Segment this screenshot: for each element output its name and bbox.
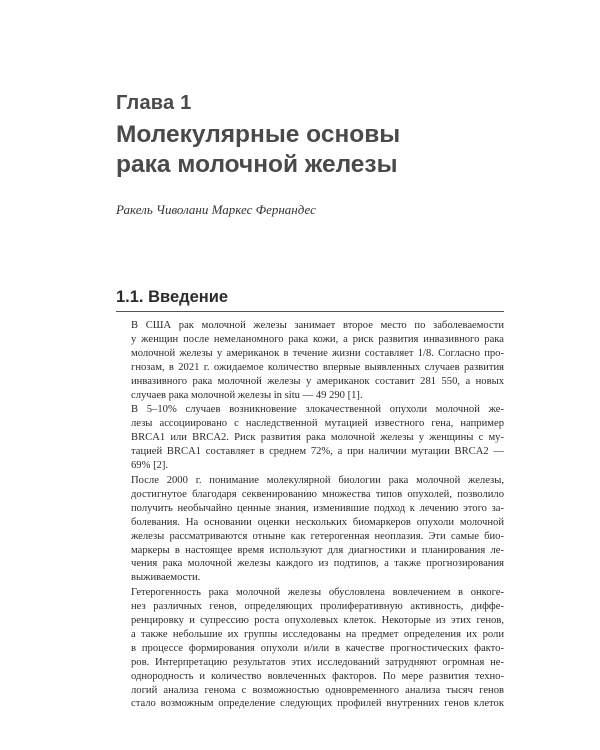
text-line: у женщин после немеланомного рака кожи, а риск развития инвазивного рака: [131, 333, 504, 345]
chapter-title-line: рака молочной железы: [116, 151, 398, 178]
paragraph: [116, 474, 504, 585]
text-line: тацией BRCA1 составляет в среднем 72%, а при наличии мутации BRCA2 —: [131, 446, 504, 458]
text-line: молочной железы у американок в течение жизни составляет 1/8. Согласно про-: [131, 347, 504, 359]
body-text: [116, 319, 504, 712]
text-line: маркеры в настоящее время используют для диагностики и планирования ле-: [131, 544, 504, 556]
paragraph: [116, 586, 504, 711]
text-line: ров. Интерпретацию результатов этих исследований затрудняют огромная не-: [131, 656, 504, 668]
paragraph: [116, 403, 504, 473]
text-line: 69% [2].: [131, 460, 169, 472]
text-line: После 2000 г. понимание молекулярной биологии рака молочной железы,: [131, 474, 504, 486]
text-line: гнозам, в 2021 г. ожидаемое количество впервые выявленных случаев развития: [131, 361, 504, 373]
text-line: получить необычайно ценные знания, изменившие подход к лечению этого за-: [131, 502, 504, 514]
text-line: Гетерогенность рака молочной железы обусловлена вовлечением в онкоге-: [131, 587, 504, 599]
text-line: В 5–10% случаев возникновение злокачественной опухоли молочной же-: [131, 404, 504, 416]
paragraph: [116, 319, 504, 402]
text-line: нез различных генов, определяющих пролиферативную активность, диффе-: [131, 601, 504, 613]
text-line: чения рака молочной железы каждого из подтипов, а также прогнозирования: [131, 558, 504, 570]
section-heading: 1.1. Введение: [116, 288, 229, 306]
text-line: инвазивного рака молочной железы у американок составит 281 550, а новых: [131, 375, 504, 387]
text-line: логий анализа генома с возможностью одновременного анализа тысяч генов: [131, 684, 504, 696]
text-line: стало возможным определение следующих профилей внутренних генов клеток: [131, 698, 504, 710]
text-line: В США рак молочной железы занимает второе место по заболеваемости: [131, 320, 504, 331]
text-line: выживаемости.: [131, 572, 201, 584]
chapter-title: [116, 120, 536, 180]
text-line: болевания. На основании оценки нескольких биомаркеров опухоли молочной: [131, 516, 504, 528]
text-line: в процессе формирования опухоли и/или в качестве прогностических факто-: [131, 642, 504, 654]
text-line: ренцировку и супрессию роста опухолевых клеток. Некоторые из этих генов,: [131, 615, 504, 627]
text-line: достигнутое благодаря секвенированию множества типов опухолей, позволило: [131, 488, 504, 500]
section-divider: [116, 311, 504, 312]
author-name: Ракель Чиволани Маркес Фернандес: [116, 202, 316, 217]
text-line: однородность и количество вовлеченных факторов. По мере развития техно-: [131, 670, 504, 682]
text-line: случаев рака молочной железы in situ — 49 290 [1].: [131, 389, 363, 401]
chapter-title-line: Молекулярные основы: [116, 121, 401, 148]
text-line: лезы ассоциировано с наследственной мутацией известного гена, например: [131, 418, 504, 430]
text-line: BRCA1 или BRCA2. Риск развития рака молочной железы у женщины с му-: [131, 432, 504, 444]
chapter-label: Глава 1: [116, 92, 192, 114]
text-line: а также небольшие их группы исследованы на предмет определения их роли: [131, 628, 504, 640]
text-line: железы рассматриваются отныне как гетерогенная неоплазия. Эти самые био-: [131, 530, 504, 542]
